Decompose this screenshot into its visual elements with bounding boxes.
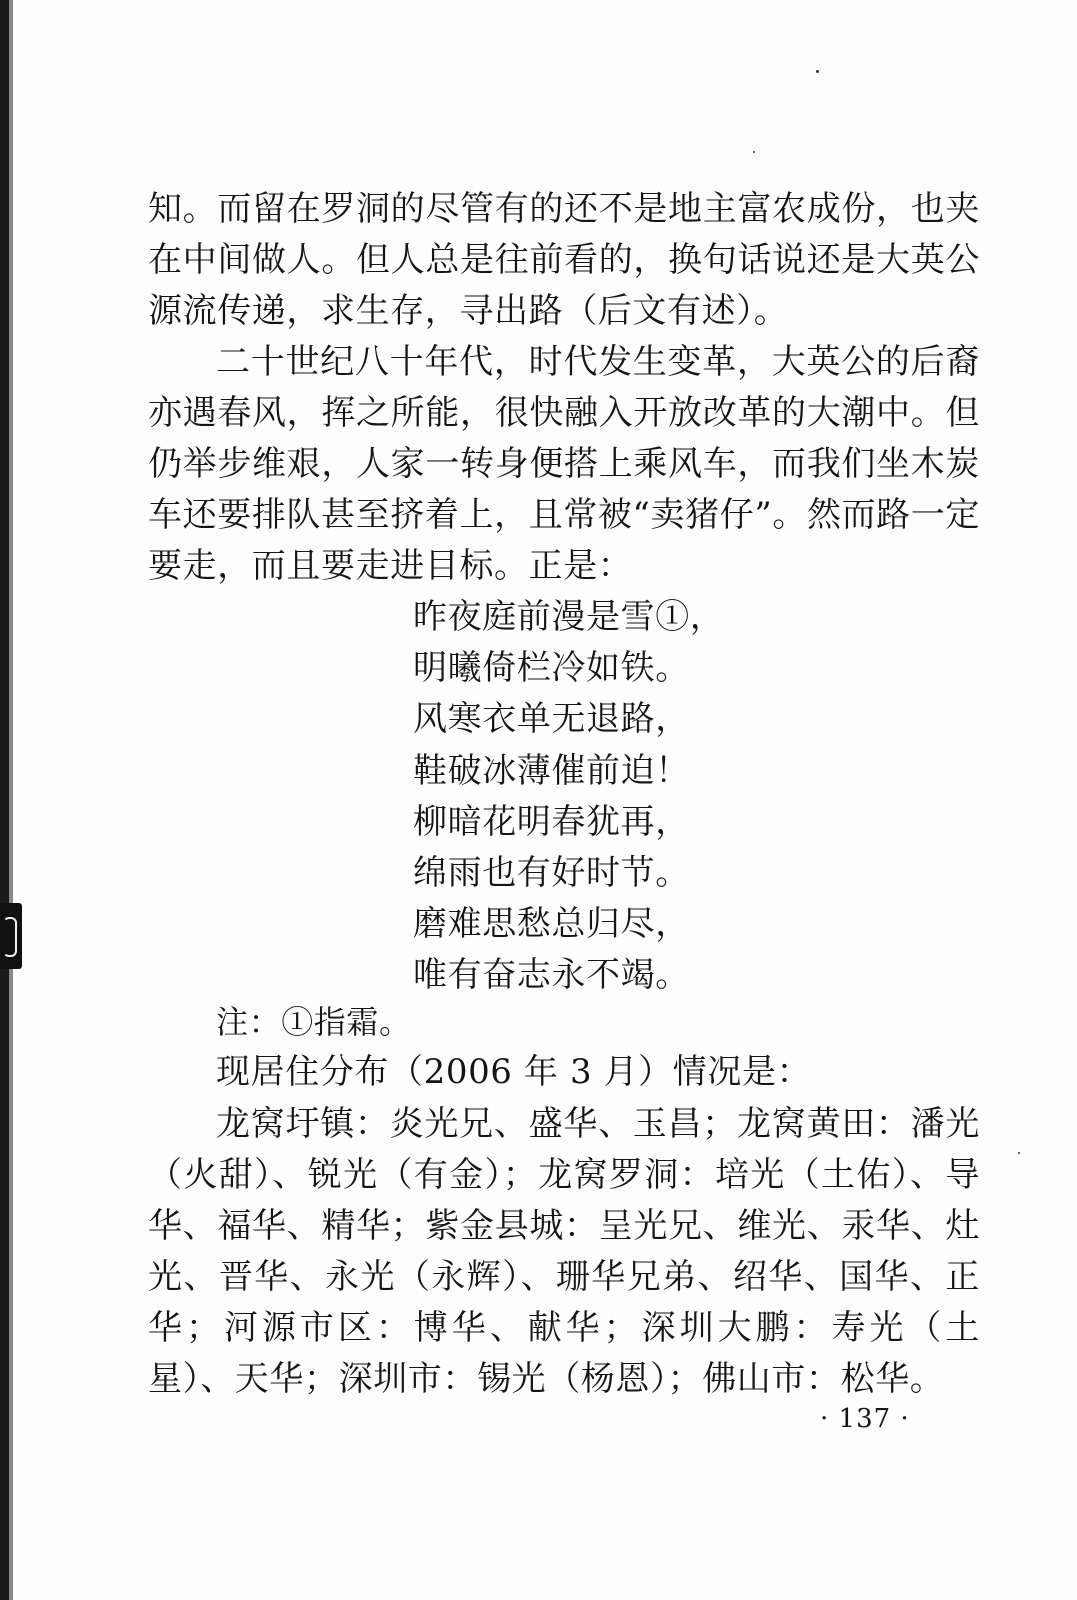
poem-line: 柳暗花明春犹再， bbox=[413, 801, 690, 842]
poem-line: 唯有奋志永不竭。 bbox=[413, 955, 690, 996]
poem bbox=[413, 592, 724, 1002]
poem-line: 昨夜庭前漫是雪①， bbox=[413, 597, 725, 637]
paragraph-continuation: 知。而留在罗洞的尽管有的还不是地主富农成份，也夹在中间做人。但人总是往前看的，换句话说还是大英公源流传递，求生存，寻出路（后文有述）。 bbox=[148, 189, 980, 331]
thumb-tab-mark-icon bbox=[3, 917, 17, 957]
footnote: 注：①指霜。 bbox=[216, 1003, 412, 1041]
poem-line: 绵雨也有好时节。 bbox=[413, 853, 690, 894]
poem-line: 鞋破冰薄催前迫！ bbox=[413, 750, 690, 791]
page-number: · 137 · bbox=[820, 1404, 910, 1434]
residence-intro: 现居住分布（2006 年 3 月）情况是： bbox=[216, 1052, 812, 1092]
paragraph-eighties: 二十世纪八十年代，时代发生变革，大英公的后裔亦遇春风，挥之所能，很快融入开放改革的大潮中。但仍举步维艰，人家一转身便搭上乘风车，而我们坐木炭车还要排队甚至挤着上，且常被“卖猪仔”。然而路一定要走，而且要走进目标。正是： bbox=[148, 342, 980, 586]
scan-speck bbox=[816, 70, 819, 73]
page-binding-edge bbox=[0, 0, 9, 1600]
poem-line: 明曦倚栏冷如铁。 bbox=[413, 648, 690, 689]
poem-line: 风寒衣单无退路， bbox=[413, 699, 690, 740]
scan-speck bbox=[1018, 1152, 1020, 1154]
scan-speck bbox=[753, 151, 755, 153]
poem-line: 磨难思愁总归尽， bbox=[413, 904, 690, 945]
residence-list: 龙窝圩镇：炎光兄、盛华、玉昌；龙窝黄田：潘光（火甜）、锐光（有金）；龙窝罗洞：培光（土佑）、导华、福华、精华；紫金县城：呈光兄、维光、汞华、灶光、晋华、永光（永辉）、珊华兄弟、绍华、国华、正华；河源市区：博华、献华；深圳大鹏：寿光（土星）、天华；深圳市：锡光（杨恩）；佛山市：松华。 bbox=[148, 1104, 980, 1399]
page-binding-shadow bbox=[9, 0, 13, 1600]
thumb-index-tab bbox=[0, 903, 22, 969]
